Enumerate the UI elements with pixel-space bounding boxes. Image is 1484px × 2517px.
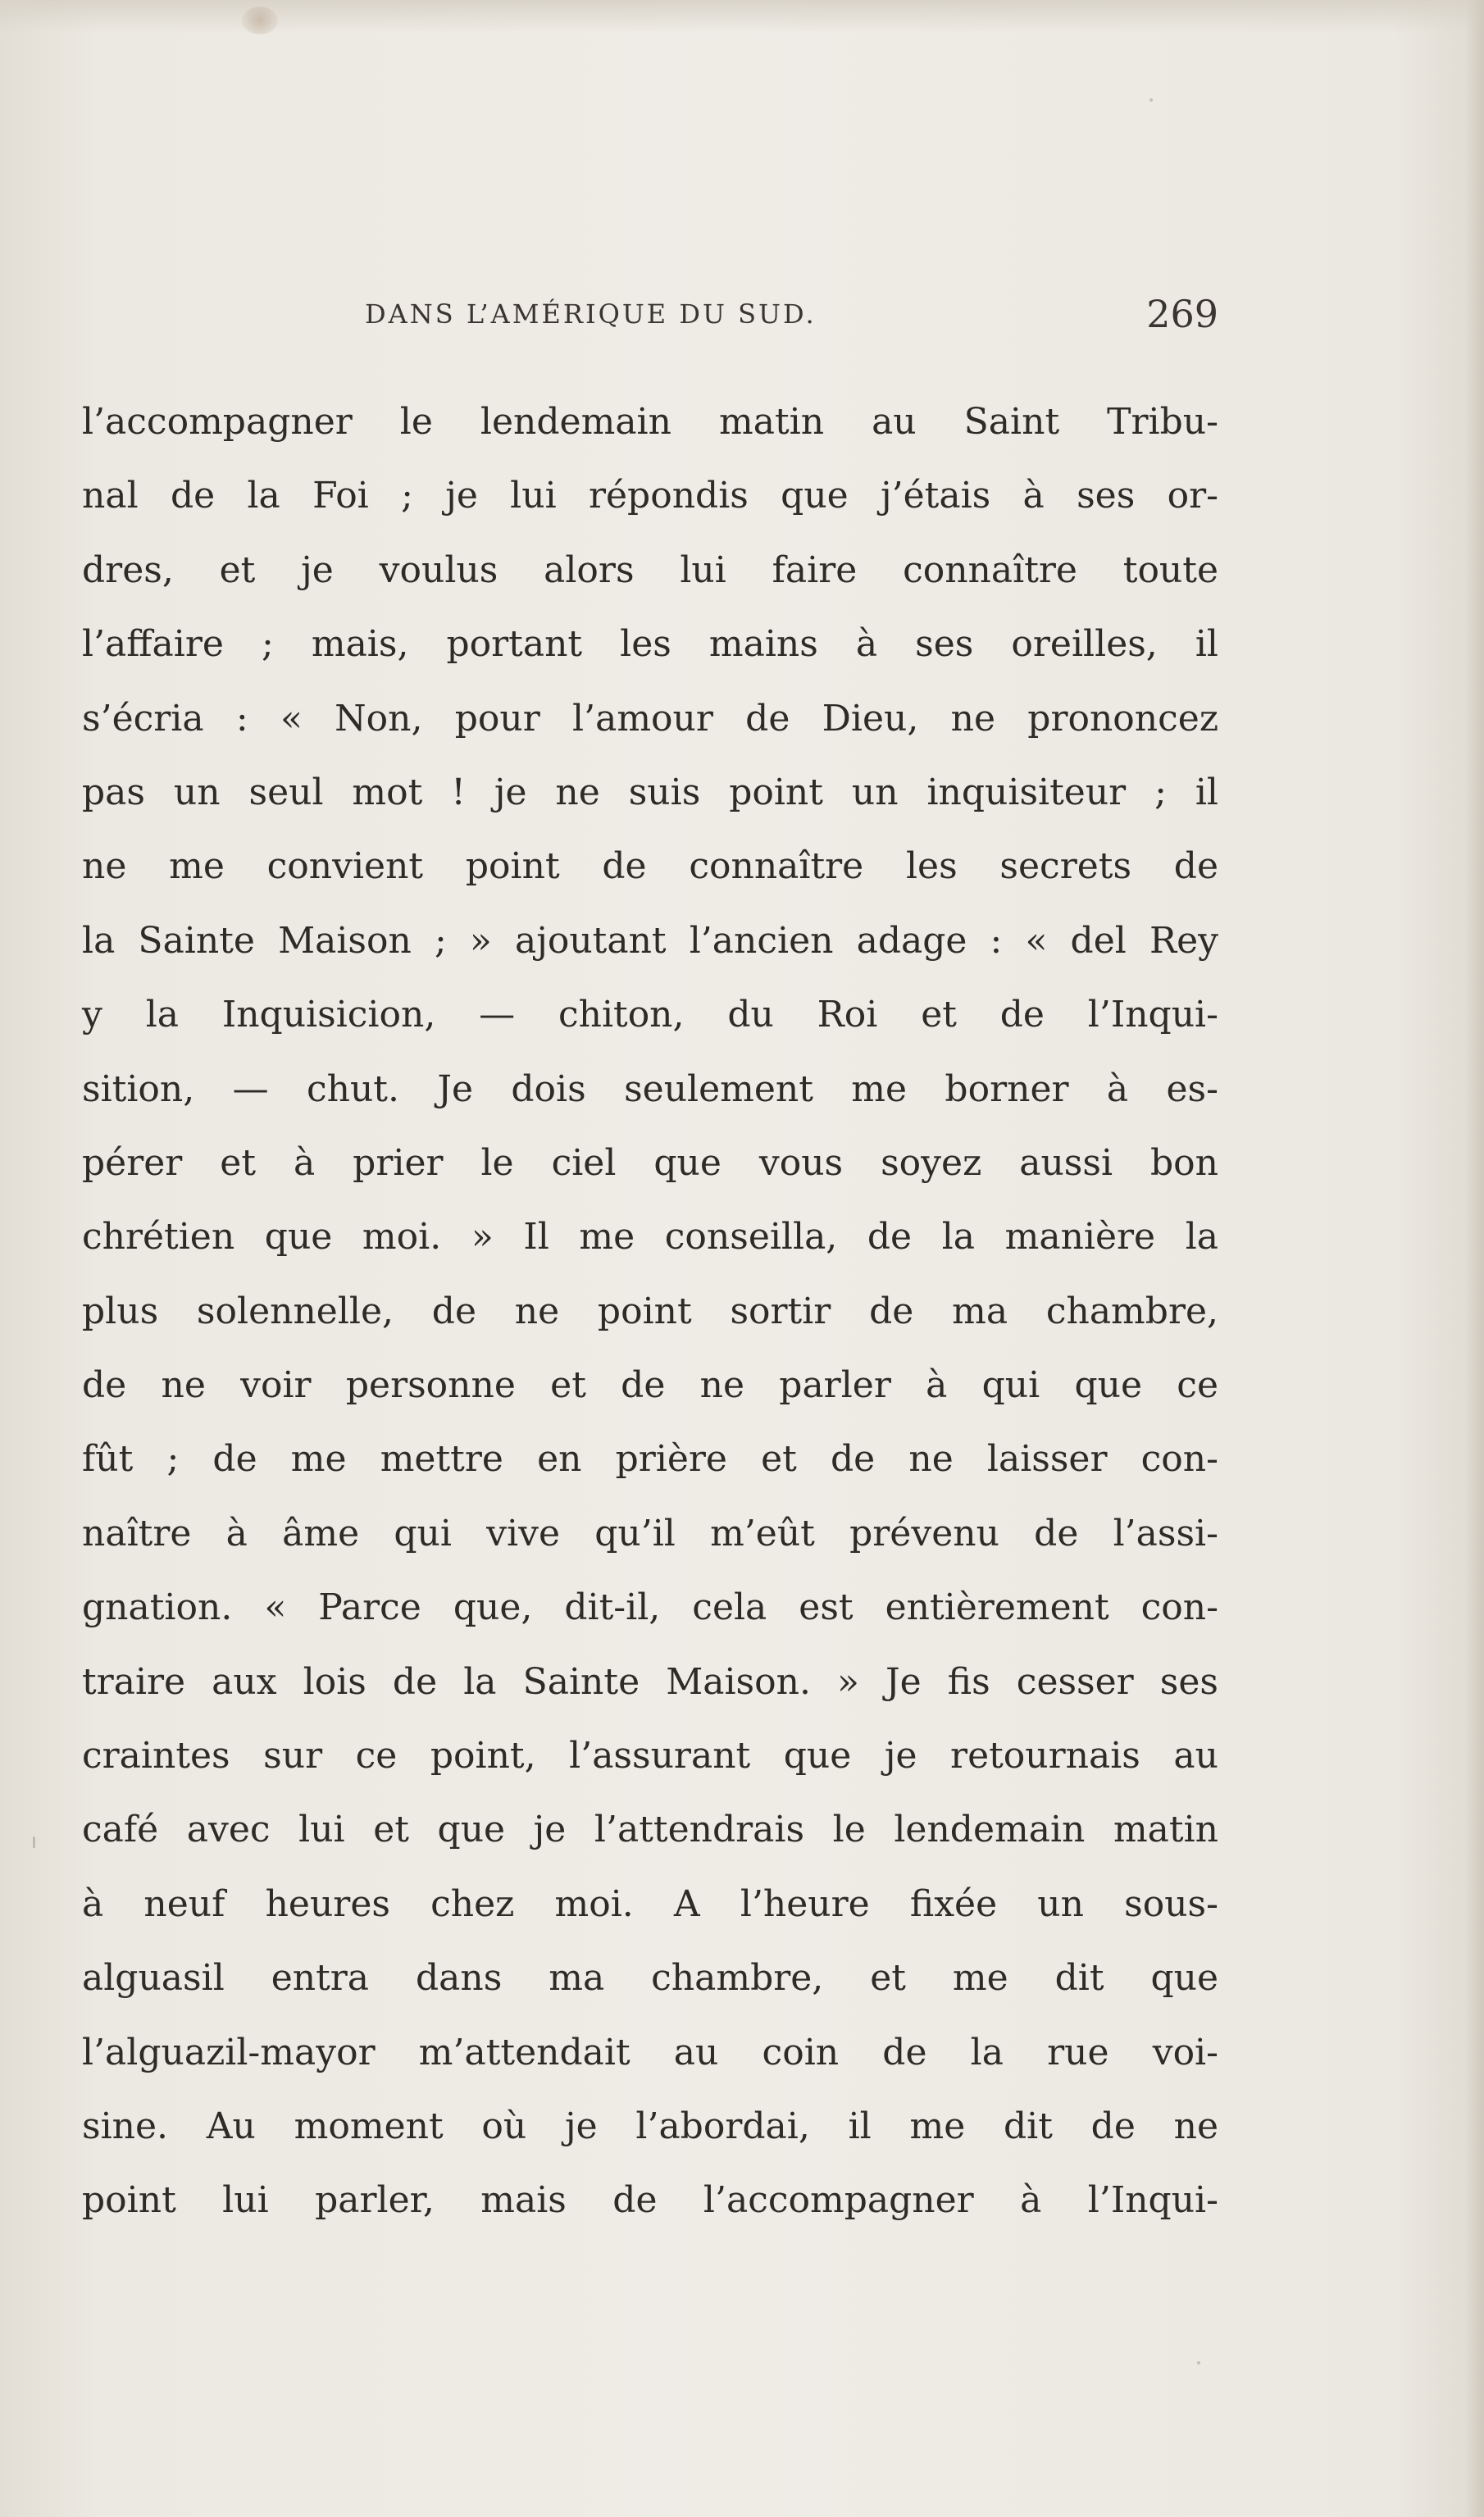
text-line: l’affaire ; mais, portant les mains à ses oreilles, il [82, 623, 1218, 666]
text-line: sition, — chut. Je dois seulement me borner à es- [82, 1067, 1218, 1110]
text-line: alguasil entra dans ma chambre, et me dit que [82, 1957, 1218, 2000]
text-line: gnation. « Parce que, dit-il, cela est entièrement con- [82, 1586, 1218, 1629]
text-line: chrétien que moi. » Il me conseilla, de la manière la [82, 1216, 1218, 1258]
text-line: point lui parler, mais de l’accompagner à l’Inqui- [82, 2179, 1218, 2222]
text-line: craintes sur ce point, l’assurant que je retournais au [82, 1735, 1218, 1777]
text-line: s’écria : « Non, pour l’amour de Dieu, ne prononcez [82, 697, 1218, 740]
text-line: l’alguazil-mayor m’attendait au coin de la rue voi- [82, 2031, 1218, 2073]
paper-stain [242, 7, 278, 34]
text-line: à neuf heures chez moi. A l’heure fixée un sous- [82, 1882, 1218, 1925]
text-line: dres, et je voulus alors lui faire connaître toute [82, 548, 1218, 591]
text-line: traire aux lois de la Sainte Maison. » Je fis cesser ses [82, 1660, 1218, 1703]
text-line: la Sainte Maison ; » ajoutant l’ancien adage : « del Rey [82, 919, 1218, 962]
text-line: y la Inquisicion, — chiton, du Roi et de l’Inqui- [82, 994, 1218, 1036]
text-line: de ne voir personne et de ne parler à qui que ce [82, 1364, 1218, 1407]
body-paragraph [82, 385, 1218, 2238]
paper-speck [33, 1837, 35, 1848]
text-line: nal de la Foi ; je lui répondis que j’étais à ses or- [82, 475, 1218, 517]
paper-speck [1149, 98, 1153, 102]
text-line: pérer et à prier le ciel que vous soyez aussi bon [82, 1141, 1218, 1184]
page-number: 269 [1146, 292, 1218, 336]
text-line: fût ; de me mettre en prière et de ne laisser con- [82, 1438, 1218, 1481]
running-head [82, 292, 1218, 343]
text-line: ne me convient point de connaître les secrets de [82, 845, 1218, 888]
paper-speck [1197, 2361, 1200, 2365]
text-line: naître à âme qui vive qu’il m’eût prévenu de l’assi- [82, 1512, 1218, 1554]
text-line: plus solennelle, de ne point sortir de ma chambre, [82, 1290, 1218, 1332]
text-line: sine. Au moment où je l’abordai, il me dit de ne [82, 2105, 1218, 2147]
text-line: l’accompagner le lendemain matin au Saint Tribu- [82, 401, 1218, 443]
text-line: café avec lui et que je l’attendrais le lendemain matin [82, 1809, 1218, 1851]
running-title: DANS L’AMÉRIQUE DU SUD. [365, 298, 817, 330]
text-line: pas un seul mot ! je ne suis point un inquisiteur ; il [82, 771, 1218, 813]
